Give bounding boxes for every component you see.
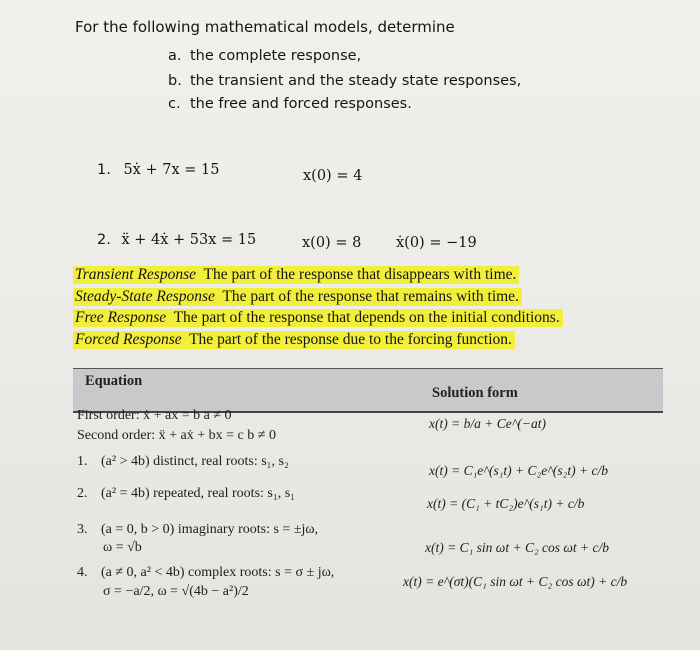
problem-2 (97, 232, 256, 248)
definition-term: Transient Response (75, 266, 196, 283)
definition-text: The part of the response that remains with time. (222, 287, 519, 305)
case-3-solution: x(t) = C₁ sin ωt + C₂ cos ωt + c/b (425, 540, 610, 555)
second-order-equation: Second order: ẍ + aẋ + bx = c b ≠ 0 (77, 428, 276, 443)
task-label: a. (168, 48, 182, 64)
case-2-solution: x(t) = (C₁ + tC₂)e^(s₁t) + c/b (427, 496, 585, 511)
case-number: 1. (77, 454, 88, 469)
task-text: the transient and the steady state responses, (190, 73, 522, 89)
intro-text: For the following mathematical models, determine (75, 18, 455, 36)
task-item-a (168, 48, 361, 64)
definition-text: The part of the response that depends on the initial conditions. (173, 309, 560, 326)
header-equation: Equation (85, 373, 143, 389)
definition-forced (73, 329, 563, 351)
problem-2-initial-position: x(0) = 8 (302, 235, 362, 251)
first-order-equation: First order: ẋ + ax = b a ≠ 0 (77, 408, 232, 423)
definition-text: The part of the response due to the forcing function. (189, 330, 512, 348)
case-condition: (a² = 4b) repeated, real roots: s₁, s₁ (101, 486, 296, 501)
case-1 (77, 454, 289, 470)
case-number: 4. (77, 565, 88, 580)
table-header (73, 368, 663, 413)
case-2 (77, 486, 295, 502)
task-item-c (168, 96, 412, 112)
definition-steady-state (73, 286, 563, 308)
solution-table (73, 368, 663, 638)
general-solution-form: x(t) = b/a + Ce^(−at) (429, 416, 546, 431)
case-4-solution: x(t) = e^(σt)(C₁ sin ωt + C₂ cos ωt) + c/b (403, 574, 628, 589)
task-label: c. (168, 96, 181, 112)
definition-term: Forced Response (75, 330, 182, 348)
definition-transient (73, 264, 563, 286)
case-1-solution: x(t) = C₁e^(s₁t) + C₂e^(s₂t) + c/b (429, 463, 608, 478)
problem-1 (97, 162, 219, 178)
task-text: the free and forced responses. (190, 96, 412, 112)
case-3-omega: ω = √b (103, 540, 142, 555)
definition-text: The part of the response that disappears with time. (203, 266, 517, 283)
header-solution-form: Solution form (432, 385, 518, 401)
task-text: the complete response, (190, 48, 362, 64)
problem-equation: ẍ + 4ẋ + 53x = 15 (121, 232, 257, 248)
case-condition: (a = 0, b > 0) imaginary roots: s = ±jω, (101, 522, 319, 537)
case-condition: (a ≠ 0, a² < 4b) complex roots: s = σ ± jω, (101, 565, 335, 580)
case-condition: (a² > 4b) distinct, real roots: s₁, s₂ (101, 454, 289, 469)
case-4 (77, 565, 334, 581)
definition-term: Free Response (75, 309, 167, 326)
problem-equation: 5ẋ + 7x = 15 (123, 162, 220, 178)
definition-term: Steady-State Response (75, 287, 215, 305)
task-label: b. (168, 73, 182, 89)
problem-number: 2. (97, 232, 111, 248)
problem-number: 1. (97, 162, 111, 178)
case-number: 2. (77, 486, 88, 501)
problem-1-initial-condition: x(0) = 4 (303, 168, 363, 184)
definitions-block (73, 264, 563, 350)
problem-2-initial-velocity: ẋ(0) = −19 (396, 235, 477, 251)
case-3 (77, 522, 318, 538)
case-4-sigma-omega: σ = −a/2, ω = √(4b − a²)/2 (103, 584, 249, 599)
task-item-b (168, 73, 521, 89)
definition-free (73, 307, 563, 329)
case-number: 3. (77, 522, 88, 537)
